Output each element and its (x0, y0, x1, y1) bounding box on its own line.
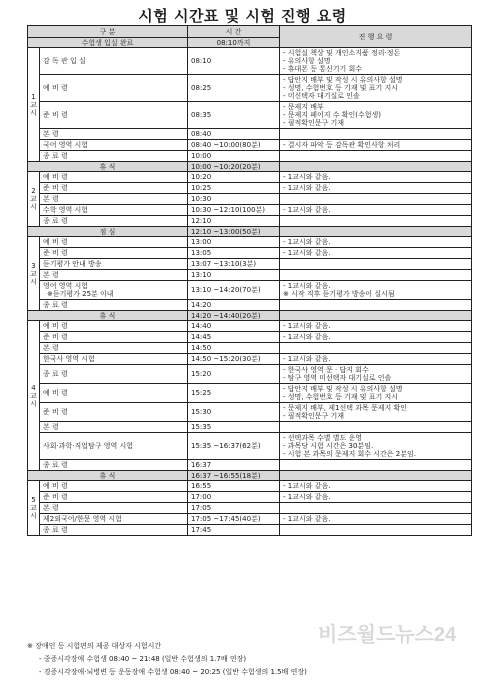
period-label-text: 5교시 (30, 496, 37, 520)
table-row (28, 492, 472, 503)
note-line: - 1교시와 같음. (283, 355, 331, 363)
period-label (28, 481, 40, 536)
period-label (28, 48, 40, 162)
period-label-text: 2교시 (30, 187, 37, 211)
item-cell (40, 259, 188, 270)
period-label (28, 172, 40, 227)
break-notes (280, 162, 472, 172)
break-time: 10:00 ~10:20(20분) (188, 162, 280, 172)
table-row (28, 403, 472, 422)
item-cell (40, 270, 188, 281)
table-row (28, 503, 472, 514)
header-category: 구 분 (28, 26, 188, 38)
note-line: - 1교시와 같음. (283, 238, 331, 246)
table-row (28, 151, 472, 162)
notes-cell (280, 503, 472, 514)
time-cell: 08:25 (188, 75, 280, 102)
note-line: - 필적확인문구 기재 (283, 119, 345, 127)
table-row (28, 481, 472, 492)
note-line: - 1교시와 같음. (283, 322, 331, 330)
notes-cell (280, 248, 472, 259)
break-time: 12:10 ~13:00(50분) (188, 227, 280, 237)
entry-time: 08:10까지 (188, 38, 280, 48)
item-label: 본 령 (43, 130, 59, 138)
item-cell (40, 433, 188, 460)
break-time: 16:37 ~16:55(18분) (188, 471, 280, 481)
table-row (28, 343, 472, 354)
break-label: 점 심 (28, 227, 188, 237)
watermark-logo: 비즈월드뉴스24 (318, 624, 457, 646)
item-label: 종 료 령 (43, 370, 68, 378)
notes-cell (280, 183, 472, 194)
item-label: 준 비 령 (43, 333, 68, 341)
item-label: 예 비 령 (43, 84, 68, 92)
table-row (28, 194, 472, 205)
item-cell (40, 460, 188, 471)
notes-cell (280, 205, 472, 216)
item-label: 예 비 령 (43, 322, 68, 330)
table-row (28, 183, 472, 194)
item-label: 수학 영역 시험 (43, 206, 89, 214)
note-line: - 성명, 수험번호 등 기재 및 표기 지시 (283, 393, 398, 401)
table-row (28, 460, 472, 471)
footer-note: ※ 장애인 등 시험편의 제공 대상자 시험시간 (27, 642, 162, 650)
time-cell: 17:45 (188, 525, 280, 536)
table-header-row (28, 26, 472, 38)
notes-cell (280, 332, 472, 343)
table-row (28, 48, 472, 75)
item-cell (40, 503, 188, 514)
notes-cell (280, 48, 472, 75)
table-row (28, 248, 472, 259)
item-label: 본 령 (43, 423, 59, 431)
time-cell: 15:20 (188, 365, 280, 384)
table-row (28, 300, 472, 311)
item-cell (40, 75, 188, 102)
time-cell: 17:05 ~17:45(40분) (188, 514, 280, 525)
table-row (28, 384, 472, 403)
break-row (28, 227, 472, 237)
time-cell: 15:25 (188, 384, 280, 403)
notes-cell (280, 422, 472, 433)
item-label: 영어 영역 시험 (43, 282, 89, 290)
time-cell: 15:35 (188, 422, 280, 433)
item-label: 예 비 령 (43, 482, 68, 490)
item-label: 준 비 령 (43, 184, 68, 192)
note-line: - 답안지 배부 및 작성 시 유의사항 설명 (283, 76, 403, 84)
item-label: 종 료 령 (43, 152, 68, 160)
header-notes: 진 행 요 령 (280, 26, 472, 48)
item-label: 종 료 령 (43, 461, 68, 469)
note-line: - 답안지 배부 및 작성 시 유의사항 설명 (283, 385, 403, 393)
notes-cell (280, 343, 472, 354)
note-line: - 1교시와 같음. (283, 493, 331, 501)
time-cell: 16:37 (188, 460, 280, 471)
item-label: 감 독 관 입 실 (43, 57, 86, 65)
note-line: - 탐구 영역 미선택자 대기실로 인솔 (283, 374, 392, 382)
note-line: - 1교시와 같음. (283, 173, 331, 181)
note-line: - 1교시와 같음. (283, 333, 331, 341)
period-label-text: 4교시 (30, 383, 37, 408)
item-cell (40, 102, 188, 129)
item-cell (40, 492, 188, 503)
notes-cell (280, 172, 472, 183)
item-label: 듣기평가 안내 방송 (43, 260, 102, 268)
item-cell (40, 300, 188, 311)
time-cell: 10:20 (188, 172, 280, 183)
notes-cell (280, 259, 472, 270)
notes-cell (280, 281, 472, 300)
notes-cell (280, 237, 472, 248)
footer-notes (27, 640, 477, 679)
item-cell (40, 237, 188, 248)
table-row (28, 270, 472, 281)
period-label (28, 321, 40, 471)
item-cell (40, 48, 188, 75)
item-cell (40, 422, 188, 433)
notes-cell (280, 321, 472, 332)
notes-cell (280, 151, 472, 162)
table-row (28, 102, 472, 129)
footer-line-mild: - 경증시각장애·뇌병변 등 운동장애 수험생 08:40 ~ 20:25 (일반 수험생의 1.5배 연장) (39, 668, 307, 676)
time-cell: 13:07 ~13:10(3분) (188, 259, 280, 270)
table-row (28, 514, 472, 525)
break-notes (280, 311, 472, 321)
entry-label: 수험생 입실 완료 (28, 38, 188, 48)
note-line: - 성명, 수험번호 등 기재 및 표기 지시 (283, 84, 398, 92)
note-line: - 필적확인문구 기재 (283, 412, 345, 420)
footer-line-severe: - 중증시각장애 수험생 08:40 ~ 21:48 (일반 수험생의 1.7배 연장) (39, 655, 247, 663)
notes-cell (280, 460, 472, 471)
item-cell (40, 343, 188, 354)
time-cell: 10:00 (188, 151, 280, 162)
time-cell: 10:25 (188, 183, 280, 194)
table-row (28, 216, 472, 227)
item-cell (40, 321, 188, 332)
item-label: 준 비 령 (43, 249, 68, 257)
note-line: - 선택과목 수별 별도 운영 (283, 434, 363, 442)
note-line: - 1교시와 같음. (283, 184, 331, 192)
note-line: - 유의사항 설명 (283, 57, 331, 65)
item-cell (40, 514, 188, 525)
notes-cell (280, 365, 472, 384)
header-time: 시 간 (188, 26, 280, 38)
item-label: 예 비 령 (43, 238, 68, 246)
notes-cell (280, 433, 472, 460)
item-cell (40, 129, 188, 140)
item-cell (40, 172, 188, 183)
item-label: 준 비 령 (43, 408, 68, 416)
item-label: 본 령 (43, 195, 59, 203)
period-label (28, 237, 40, 311)
notes-cell (280, 481, 472, 492)
notes-cell (280, 354, 472, 365)
note-line: - 문제지 페이지 수 확인(수험생) (283, 111, 382, 119)
notes-cell (280, 216, 472, 227)
page-title: 시험 시간표 및 시험 진행 요령 (138, 7, 347, 25)
time-cell: 13:10 (188, 270, 280, 281)
table-row (28, 140, 472, 151)
time-cell: 17:00 (188, 492, 280, 503)
time-cell: 10:30 ~12:10(100분) (188, 205, 280, 216)
table-row (28, 354, 472, 365)
period-label-text: 3교시 (30, 261, 37, 286)
time-cell: 16:55 (188, 481, 280, 492)
item-cell (40, 281, 188, 300)
item-cell (40, 205, 188, 216)
time-cell: 13:00 (188, 237, 280, 248)
notes-cell (280, 492, 472, 503)
break-label: 휴 식 (28, 311, 188, 321)
table-row (28, 205, 472, 216)
time-cell: 13:05 (188, 248, 280, 259)
item-cell (40, 194, 188, 205)
note-line: - 1교시와 같음. (283, 206, 331, 214)
table-row (28, 365, 472, 384)
item-cell (40, 216, 188, 227)
item-label: 종 료 령 (43, 301, 68, 309)
table-row (28, 237, 472, 248)
item-label: 국어 영역 시험 (43, 141, 89, 149)
item-label: 종 료 령 (43, 526, 68, 534)
table-row (28, 259, 472, 270)
note-line: - 문제지 배부 (283, 103, 324, 111)
item-cell (40, 183, 188, 194)
note-line: - 미신택자 대기실로 인솔 (283, 92, 360, 100)
time-cell: 08:10 (188, 48, 280, 75)
time-cell: 08:35 (188, 102, 280, 129)
item-sublabel: ※듣기평가 25분 이내 (47, 290, 114, 298)
break-row (28, 311, 472, 321)
notes-cell (280, 384, 472, 403)
time-cell: 14:20 (188, 300, 280, 311)
note-line: - 휴대폰 등 통신기기 회수 (283, 65, 363, 73)
notes-cell (280, 300, 472, 311)
item-label: 사회·과학·직업탐구 영역 시험 (43, 442, 134, 450)
note-line: ※ 시작 직후 듣기평가 방송이 실시됨 (283, 290, 395, 298)
time-cell: 13:10 ~14:20(70분) (188, 281, 280, 300)
note-line: - 1교시와 같음. (283, 249, 331, 257)
table-row (28, 332, 472, 343)
time-cell: 17:05 (188, 503, 280, 514)
item-cell (40, 365, 188, 384)
table-row (28, 422, 472, 433)
item-cell (40, 384, 188, 403)
item-label: 본 령 (43, 344, 59, 352)
break-label: 휴 식 (28, 471, 188, 481)
table-row (28, 433, 472, 460)
note-line: - 결시자 파악 등 감독관 확인사항 처리 (283, 141, 401, 149)
schedule-table (27, 25, 472, 536)
item-cell (40, 525, 188, 536)
time-cell: 14:50 ~15:20(30분) (188, 354, 280, 365)
notes-cell (280, 129, 472, 140)
time-cell: 10:30 (188, 194, 280, 205)
item-cell (40, 403, 188, 422)
item-cell (40, 248, 188, 259)
item-cell (40, 151, 188, 162)
break-notes (280, 471, 472, 481)
notes-cell (280, 194, 472, 205)
time-cell: 14:50 (188, 343, 280, 354)
notes-cell (280, 102, 472, 129)
notes-cell (280, 75, 472, 102)
break-notes (280, 227, 472, 237)
notes-cell (280, 514, 472, 525)
time-cell: 12:10 (188, 216, 280, 227)
break-row (28, 471, 472, 481)
item-label: 종 료 령 (43, 217, 68, 225)
item-label: 준 비 령 (43, 111, 68, 119)
item-label: 예 비 령 (43, 173, 68, 181)
note-line: - 문제지 배부, 제1선택 과목 문제지 확인 (283, 404, 407, 412)
note-line: - 1교시와 같음. (283, 482, 331, 490)
time-cell: 14:45 (188, 332, 280, 343)
item-label: 본 령 (43, 271, 59, 279)
table-row (28, 129, 472, 140)
item-label: 예 비 령 (43, 389, 68, 397)
item-cell (40, 481, 188, 492)
notes-cell (280, 270, 472, 281)
break-label: 휴 식 (28, 162, 188, 172)
notes-cell (280, 525, 472, 536)
note-line: - 시험 본 과목의 문제지 회수 시간은 2분임. (283, 450, 416, 458)
time-cell: 15:30 (188, 403, 280, 422)
notes-cell (280, 140, 472, 151)
table-row (28, 321, 472, 332)
table-row (28, 172, 472, 183)
note-line: - 1교시와 같음. (283, 515, 331, 523)
item-label: 본 령 (43, 504, 59, 512)
note-line: - 한국사 영역 문 · 답지 회수 (283, 366, 369, 374)
item-cell (40, 354, 188, 365)
item-cell (40, 140, 188, 151)
item-label: 한국사 영역 시험 (43, 355, 95, 363)
item-label: 준 비 령 (43, 493, 68, 501)
break-time: 14:20 ~14:40(20분) (188, 311, 280, 321)
time-cell: 14:40 (188, 321, 280, 332)
note-line: - 1교시와 같음. (283, 282, 331, 290)
item-cell (40, 332, 188, 343)
period-label-text: 1교시 (30, 92, 37, 117)
note-line: - 시험실 책상 및 개인소지품 정리·정돈 (283, 49, 401, 57)
notes-cell (280, 403, 472, 422)
break-row (28, 162, 472, 172)
item-label: 제2외국어/한문 영역 시험 (43, 515, 122, 523)
time-cell: 08:40 (188, 129, 280, 140)
table-row (28, 281, 472, 300)
time-cell: 15:35 ~16:37(62분) (188, 433, 280, 460)
table-row (28, 75, 472, 102)
table-row (28, 525, 472, 536)
time-cell: 08:40 ~10:00(80분) (188, 140, 280, 151)
note-line: - 과목당 시험 시간은 30분임. (283, 442, 374, 450)
